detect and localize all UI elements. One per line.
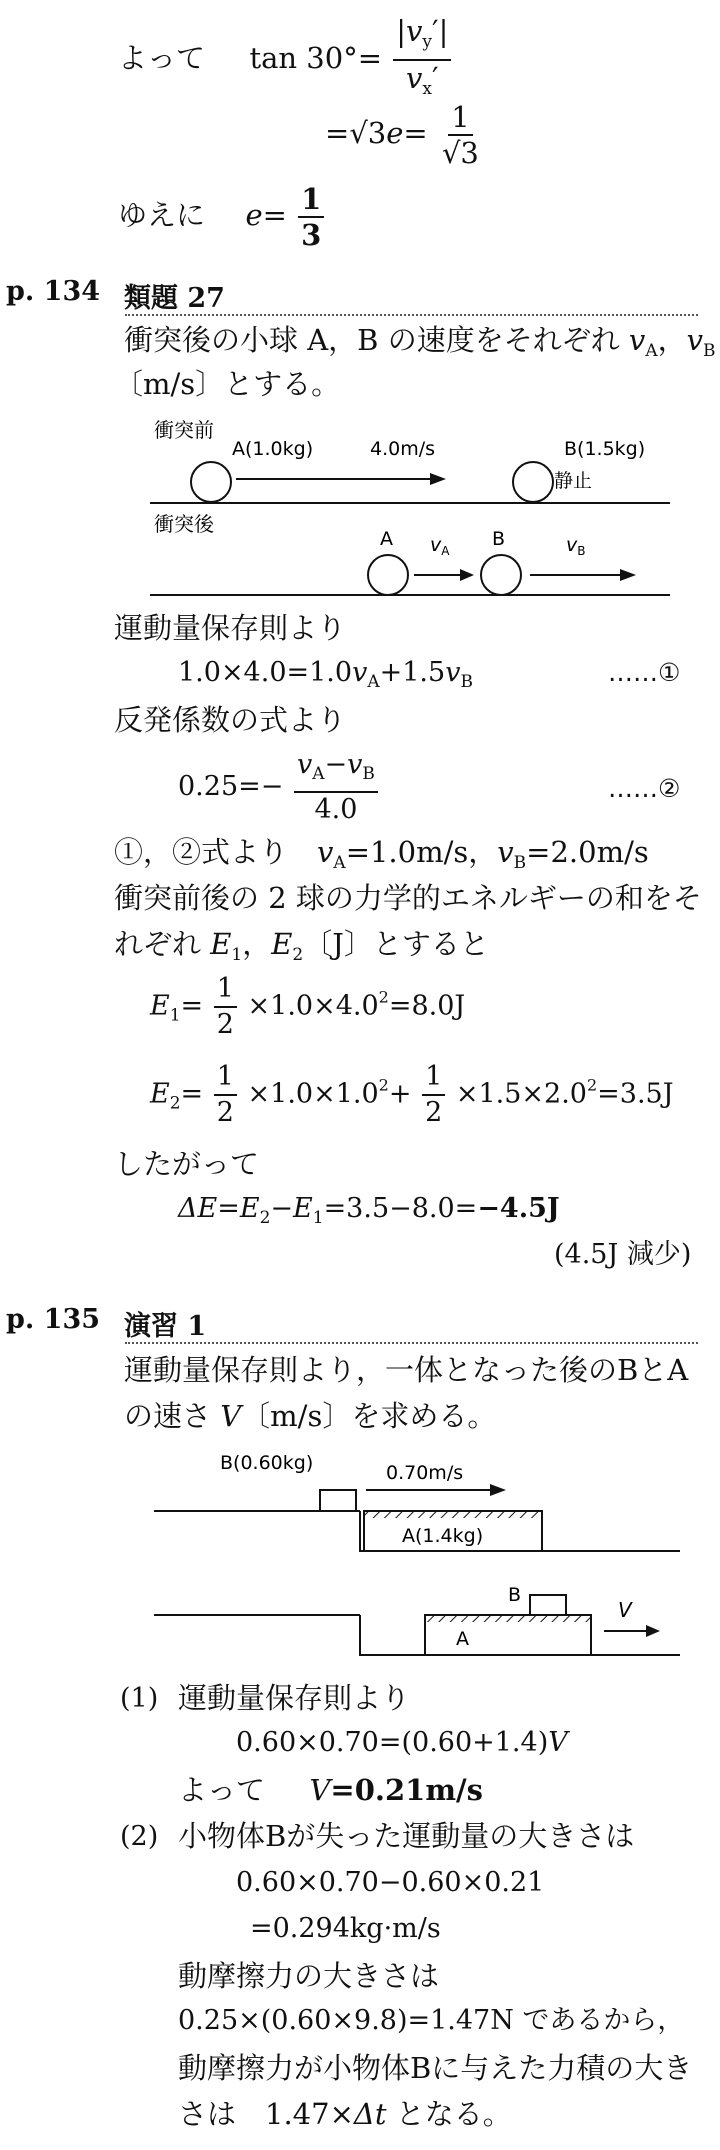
delta-e-calc: =3.5−8.0= [323, 1193, 478, 1224]
intro135-line-2 [124, 1398, 496, 1434]
arrow-head [490, 1484, 506, 1496]
vb-sub: B [577, 544, 586, 558]
therefore-label: したがって [114, 1147, 260, 1181]
e2-mid: ×1.0×1.0 [247, 1078, 379, 1110]
frac-den: √3 [441, 136, 479, 170]
energy2-a: れぞれ [114, 927, 211, 961]
var-sub: B [362, 764, 375, 784]
result-b: =1.0m/s， [345, 835, 498, 869]
var-sub: A [312, 764, 325, 784]
var-v: v [317, 835, 334, 869]
answer-one-third [298, 182, 324, 252]
eq-sign: = [180, 1078, 204, 1110]
eq-sign: = [180, 990, 204, 1022]
comma: ， [657, 323, 687, 357]
var-sub: A [367, 672, 380, 692]
vy-text: |v [396, 14, 423, 48]
tan-expression: tan 30°= [249, 41, 382, 75]
momentum-label: 運動量保存則より [114, 611, 347, 645]
p1-eq: 0.60×0.70=(0.60+1.4) [236, 1727, 549, 1758]
after-label: 衝突後 [154, 512, 214, 536]
problem-2-eq-2: =0.294kg·m/s [250, 1913, 441, 1944]
top-line-1 [118, 14, 453, 106]
top-line1-label: よって [118, 41, 206, 75]
one-over-sqrt3 [439, 100, 482, 170]
frac-num: 1 [214, 972, 237, 1008]
var-v-cap: V [309, 1773, 331, 1807]
problem-1-equation [236, 1726, 568, 1760]
vb-label [566, 534, 585, 558]
vy-sub: y [422, 32, 432, 52]
ball-a-after [368, 555, 408, 595]
v-label: V [618, 1598, 632, 1622]
e2-value: =3.5J [597, 1078, 674, 1110]
equation-1 [178, 656, 473, 699]
delta-e: ΔE [178, 1193, 218, 1224]
var-v: v [497, 835, 514, 869]
friction-label: 動摩擦力の大きさは [178, 1959, 440, 1993]
energy2-c: 〔J〕とすると [303, 927, 489, 961]
frac-num: 1 [214, 1060, 237, 1096]
equation-2-tag: ……② [608, 774, 681, 803]
arrow-va-head [460, 569, 474, 581]
arrow-vb-head [620, 569, 636, 581]
impulse-line-1: 動摩擦力が小物体Bに与えた力積の大き [178, 2051, 693, 2085]
minus: − [324, 749, 348, 780]
energy-line-2 [114, 926, 489, 973]
intro2-b: 〔m/s〕を求める。 [241, 1399, 497, 1433]
e1-equation [150, 972, 465, 1042]
comma: ， [242, 927, 272, 961]
frac-den: 2 [216, 1009, 234, 1040]
v-arrow-head [646, 1625, 660, 1637]
var-e: E [271, 927, 293, 961]
var-sub: B [513, 853, 527, 873]
problem-1-label: 運動量保存則より [178, 1681, 411, 1715]
problem-2-label: 小物体Bが失った運動量の大きさは [178, 1819, 635, 1853]
result-line [114, 834, 649, 881]
vx-tail: ′ [431, 61, 439, 95]
vx-text: v [405, 61, 423, 95]
ball-b-label: B(1.5kg) [564, 438, 646, 460]
intro-line-1 [124, 322, 716, 369]
ball-a-label: A(1.0kg) [232, 438, 314, 460]
eq2-lhs: 0.25=− [178, 771, 284, 802]
ball-b-after [481, 555, 521, 595]
var-sub: B [703, 341, 716, 361]
speed-label: 0.70m/s [386, 1462, 464, 1484]
rest-label: 静止 [554, 470, 593, 492]
var-v-cap: V [548, 1727, 568, 1758]
e-symbol: e [245, 198, 263, 232]
intro-line-2: 〔m/s〕とする。 [114, 367, 341, 401]
collision-diagram [130, 415, 690, 615]
half-fraction [214, 1060, 237, 1130]
frac-num: 1 [422, 1060, 445, 1096]
e2-equation [150, 1060, 674, 1130]
eq1-a: 1.0×4.0=1.0 [178, 657, 353, 688]
ball-b-after-label: B [492, 528, 506, 550]
va-sub: A [441, 544, 450, 558]
p1-answer-value: =0.21m/s [330, 1773, 483, 1807]
block-b [320, 1490, 356, 1511]
va-v: v [430, 534, 442, 556]
va-label [430, 534, 450, 558]
var-v: v [686, 323, 703, 357]
problem-2-number: (2) [120, 1821, 159, 1852]
var-v: v [296, 749, 313, 780]
var-sub: 1 [312, 1208, 324, 1228]
velocity-ratio-fraction [393, 14, 451, 106]
square: 2 [378, 987, 389, 1007]
intro-text: 衝突後の小球 A，B の速度をそれぞれ [124, 323, 629, 357]
var-e: E [150, 990, 170, 1022]
var-sub: 2 [292, 945, 304, 965]
var-v: v [628, 323, 646, 357]
ball-a-after-label: A [380, 528, 393, 550]
before-label: 衝突前 [154, 418, 214, 442]
eq-sign: = [325, 116, 350, 150]
var-sub: A [333, 853, 346, 873]
var-sub: A [645, 341, 658, 361]
intro135-line-1: 運動量保存則より，一体となった後のBとA [124, 1353, 689, 1387]
speed-label: 4.0m/s [370, 438, 436, 460]
equation-2 [178, 748, 380, 827]
section-divider [125, 1342, 698, 1344]
var-sub: 2 [169, 1093, 181, 1114]
restitution-fraction [294, 748, 378, 827]
var-v: v [347, 749, 363, 780]
friction-equation: 0.25×(0.60×9.8)=1.47N であるから， [178, 2005, 685, 2036]
minus: − [270, 1193, 294, 1224]
hatch-top-a2 [425, 1615, 591, 1622]
eq-sign-2: = [403, 116, 428, 150]
impulse-a: さは 1.47× [178, 2097, 354, 2131]
half-fraction [214, 972, 237, 1042]
square: 2 [586, 1075, 598, 1095]
delta-e-equation [178, 1192, 560, 1235]
vb-v: v [566, 534, 578, 556]
var-e: E [239, 1193, 260, 1224]
result-c: =2.0m/s [526, 835, 649, 869]
var-sub: 2 [259, 1208, 271, 1228]
delta-e-answer: −4.5J [477, 1193, 560, 1224]
frac-num: 1 [298, 182, 324, 218]
top-line-3 [118, 182, 326, 252]
energy-line-1: 衝突前後の 2 球の力学的エネルギーの和をそ [114, 881, 702, 915]
var-v: v [445, 657, 461, 688]
sqrt3: √3 [349, 116, 387, 150]
eq1-b: +1.5 [379, 657, 446, 688]
problem-2-eq-1: 0.60×0.70−0.60×0.21 [236, 1867, 545, 1898]
var-v: v [352, 657, 368, 688]
plus: + [388, 1078, 412, 1110]
eq-sign: = [217, 1193, 240, 1224]
frac-den: 4.0 [314, 794, 358, 825]
half-fraction [422, 1060, 445, 1130]
impulse-line-2 [178, 2096, 512, 2132]
result-a: ①，②式より [114, 835, 318, 869]
restitution-label: 反発係数の式より [114, 703, 347, 737]
problem-1-answer [178, 1772, 483, 1808]
arrow-head [430, 473, 446, 485]
block-diagram [140, 1445, 700, 1670]
delta-e-note: (4.5J 減少) [554, 1239, 692, 1270]
vx-sub: x [422, 79, 432, 99]
problem-1-number: (1) [120, 1683, 159, 1714]
frac-den: 2 [425, 1097, 443, 1128]
page-number-135: p. 135 [6, 1304, 101, 1335]
e2-rhs: ×1.5×2.0 [455, 1078, 587, 1110]
top-line3-label: ゆえに [118, 198, 206, 232]
equation-1-tag: ……① [608, 658, 681, 687]
var-e: E [150, 1078, 170, 1110]
top-line-2 [325, 100, 484, 170]
frac-num: 1 [448, 100, 472, 136]
e1-rhs: ×1.0×4.0 [247, 990, 379, 1022]
var-v-cap: V [220, 1399, 242, 1433]
board-a2-label: A [456, 1628, 469, 1650]
board-a-label: A(1.4kg) [402, 1525, 484, 1547]
ball-b-before [513, 462, 553, 502]
block-b-2 [530, 1595, 566, 1615]
block-b2-label: B [508, 1584, 522, 1606]
var-e: E [293, 1193, 313, 1224]
intro2-a: の速さ [124, 1399, 221, 1433]
var-e: E [210, 927, 232, 961]
so-label: よって [178, 1773, 266, 1807]
frac-den: 3 [301, 218, 322, 252]
page-number-134: p. 134 [6, 276, 101, 307]
eq-sign: = [262, 198, 287, 232]
e-symbol: e [386, 116, 404, 150]
e1-value: =8.0J [388, 990, 466, 1022]
vy-tail: ′| [431, 14, 449, 48]
ball-a-before [191, 462, 231, 502]
impulse-b: となる。 [386, 2097, 512, 2131]
section-divider [125, 314, 698, 316]
block-b-label: B(0.60kg) [220, 1452, 314, 1474]
var-sub: 1 [231, 945, 243, 965]
frac-den: 2 [216, 1097, 234, 1128]
var-sub: B [460, 672, 473, 692]
delta-t: Δt [353, 2097, 387, 2131]
section-title-enshu1: 演習 1 [124, 1311, 207, 1342]
var-sub: 1 [169, 1005, 181, 1026]
section-title-ruidai27: 類題 27 [124, 283, 225, 314]
square: 2 [378, 1075, 389, 1095]
hatch-top-a [364, 1511, 542, 1518]
